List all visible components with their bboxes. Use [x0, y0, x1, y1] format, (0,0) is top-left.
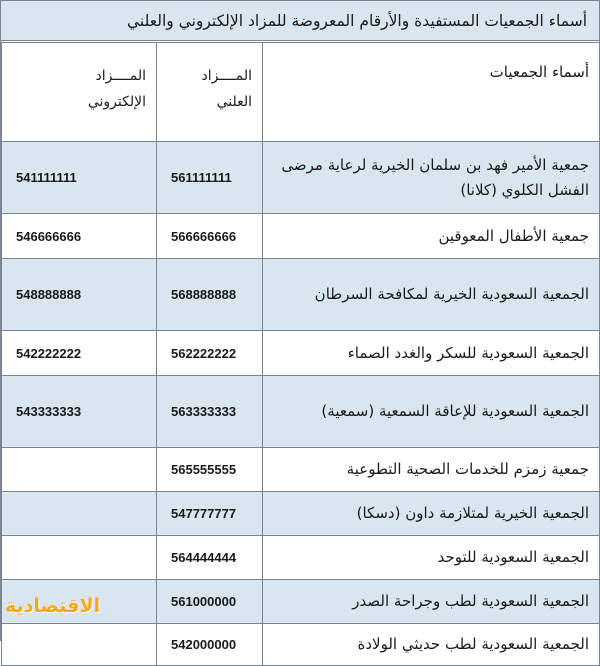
association-name: الجمعية الخيرية لمتلازمة داون (دسكا): [263, 492, 600, 536]
electronic-auction-number: 548888888: [2, 259, 157, 331]
electronic-auction-number: 546666666: [2, 214, 157, 259]
public-auction-number: 565555555: [157, 448, 263, 492]
association-name: الجمعية السعودية الخيرية لمكافحة السرطان: [263, 259, 600, 331]
table-row: [2, 448, 600, 492]
electronic-auction-number: [2, 536, 157, 580]
association-name: جمعية الأطفال المعوقين: [263, 214, 600, 259]
public-auction-number: 547777777: [157, 492, 263, 536]
association-name: الجمعية السعودية لطب حديثي الولادة: [263, 624, 600, 666]
public-auction-number: 562222222: [157, 331, 263, 376]
header-electronic-auction-line2: الإلكتروني: [87, 94, 146, 110]
electronic-auction-number: 541111111: [2, 142, 157, 214]
header-row: [2, 43, 600, 142]
electronic-auction-number: 543333333: [2, 376, 157, 448]
electronic-auction-number: 542222222: [2, 331, 157, 376]
public-auction-number: 561111111: [157, 142, 263, 214]
table-row: [2, 376, 600, 448]
association-name: جمعية الأمير فهد بن سلمان الخيرية لرعاية مرضى الفشل الكلوي (كلانا): [263, 142, 600, 214]
public-auction-number: 542000000: [157, 624, 263, 666]
header-public-auction-line1: المــــزاد: [201, 68, 252, 84]
table-row: [2, 536, 600, 580]
table-row: [2, 331, 600, 376]
public-auction-number: 568888888: [157, 259, 263, 331]
electronic-auction-number: [2, 492, 157, 536]
electronic-auction-number: [2, 624, 157, 666]
electronic-auction-number: [2, 448, 157, 492]
public-auction-number: 561000000: [157, 580, 263, 624]
header-public-auction-line2: العلني: [216, 94, 252, 110]
associations-table: [1, 42, 600, 666]
table-title: أسماء الجمعيات المستفيدة والأرقام المعروضة للمزاد الإلكتروني والعلني: [1, 1, 599, 41]
association-name: الجمعية السعودية لطب وجراحة الصدر: [263, 580, 600, 624]
table-row: [2, 214, 600, 259]
public-auction-number: 564444444: [157, 536, 263, 580]
association-name: الجمعية السعودية للسكر والغدد الصماء: [263, 331, 600, 376]
table-row: [2, 142, 600, 214]
publisher-logo: الاقتصادية: [5, 595, 101, 617]
table-row: [2, 624, 600, 666]
header-public-auction: [157, 43, 263, 142]
table-row: [2, 492, 600, 536]
table-row: [2, 259, 600, 331]
association-name: الجمعية السعودية للتوحد: [263, 536, 600, 580]
association-name: الجمعية السعودية للإعاقة السمعية (سمعية): [263, 376, 600, 448]
header-electronic-auction-line1: المــــزاد: [95, 68, 146, 84]
public-auction-number: 566666666: [157, 214, 263, 259]
public-auction-number: 563333333: [157, 376, 263, 448]
association-name: جمعية زمزم للخدمات الصحية التطوعية: [263, 448, 600, 492]
header-electronic-auction: [2, 43, 157, 142]
header-associations: أسماء الجمعيات: [263, 43, 600, 142]
